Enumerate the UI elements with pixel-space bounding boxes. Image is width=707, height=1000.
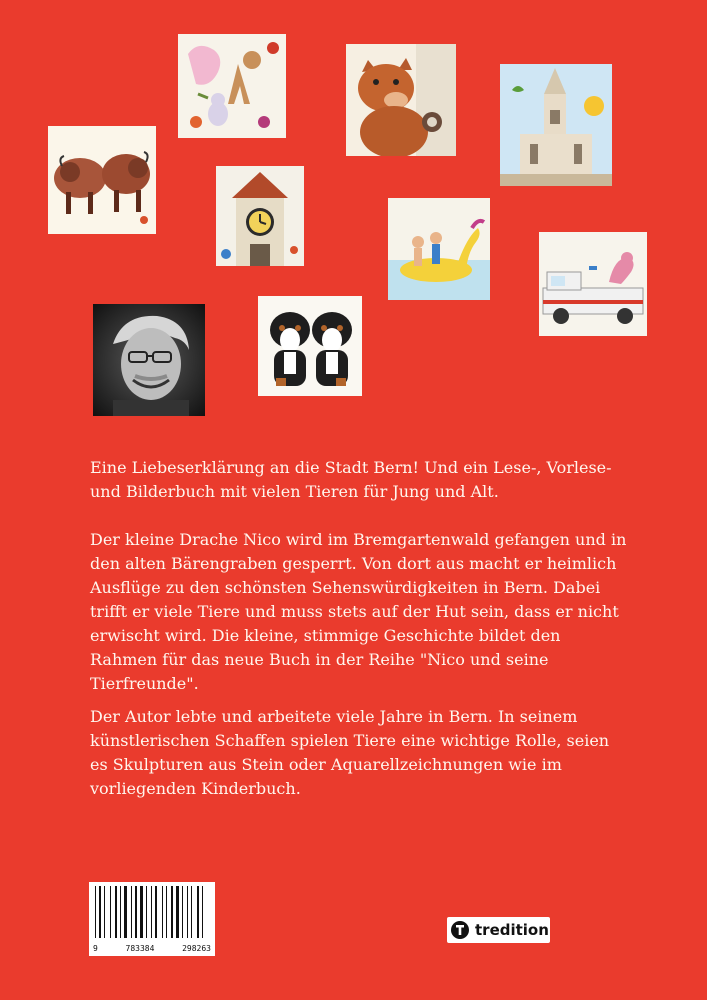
barcode-bar [176, 886, 179, 938]
barcode-bar [191, 886, 192, 938]
barcode-bar [124, 886, 127, 938]
barcode-bar [151, 886, 152, 938]
blurb-intro: Eine Liebeserklärung an die Stadt Bern! Und ein Lese-, Vorlese- und Bilderbuch mit vielen Tieren für Jung und Alt. [90, 458, 612, 501]
barcode-bar [99, 886, 101, 938]
barcode-bar [162, 886, 163, 938]
barcode-bar [104, 886, 105, 938]
tredition-mark-icon [451, 921, 469, 939]
barcode-bar [187, 886, 188, 938]
isbn-group-left: 783384 [125, 944, 155, 953]
barcode-bar [146, 886, 147, 938]
barcode-bar [95, 886, 96, 938]
illustration-truck [539, 232, 647, 336]
barcode-bar [120, 886, 121, 938]
author-photo [93, 304, 205, 416]
barcode-bar [171, 886, 173, 938]
barcode-bar [182, 886, 183, 938]
illustration-swimmers [388, 198, 490, 300]
barcode-bar [135, 886, 137, 938]
barcode-bar [155, 886, 157, 938]
barcode-bar [140, 886, 143, 938]
illustration-bison [48, 126, 156, 234]
illustration-dogs [258, 296, 362, 396]
illustration-forest-animals [178, 34, 286, 138]
barcode-bars [95, 886, 209, 938]
barcode-bar [131, 886, 132, 938]
illustration-clock-tower [216, 166, 304, 266]
barcode-bar [115, 886, 117, 938]
barcode-bar [197, 886, 199, 938]
publisher-name: tredition [475, 921, 549, 939]
barcode-bar [110, 886, 111, 938]
blurb-author: Der Autor lebte und arbeitete viele Jahre in Bern. In seinem künstlerischen Schaffen spielen Tiere eine wichtige Rolle, seien es Skulpturen aus Stein oder Aquarellzeichnungen wie im vorliegenden Kinderbuch. [90, 707, 610, 798]
blurb-story: Der kleine Drache Nico wird im Bremgartenwald gefangen und in den alten Bärengraben gesperrt. Von dort aus macht er heimlich Ausflüge zu den schönsten Sehenswürdigkeiten in Bern. Dabei trifft er viele Tiere und muss stets auf der Hut sein, dass er nicht erwischt wird. Die kleine, stimmige Geschichte bildet den Rahmen für das neue Buch in der Reihe "Nico und seine Tierfreunde". [90, 530, 627, 693]
isbn-number [89, 944, 215, 953]
isbn-first-digit: 9 [93, 944, 98, 953]
barcode-bar [166, 886, 167, 938]
isbn-barcode [89, 882, 215, 956]
isbn-group-right: 298263 [182, 944, 211, 953]
publisher-logo [447, 917, 550, 943]
illustration-bear [346, 44, 456, 156]
illustration-minster [500, 64, 612, 186]
barcode-bar [202, 886, 203, 938]
